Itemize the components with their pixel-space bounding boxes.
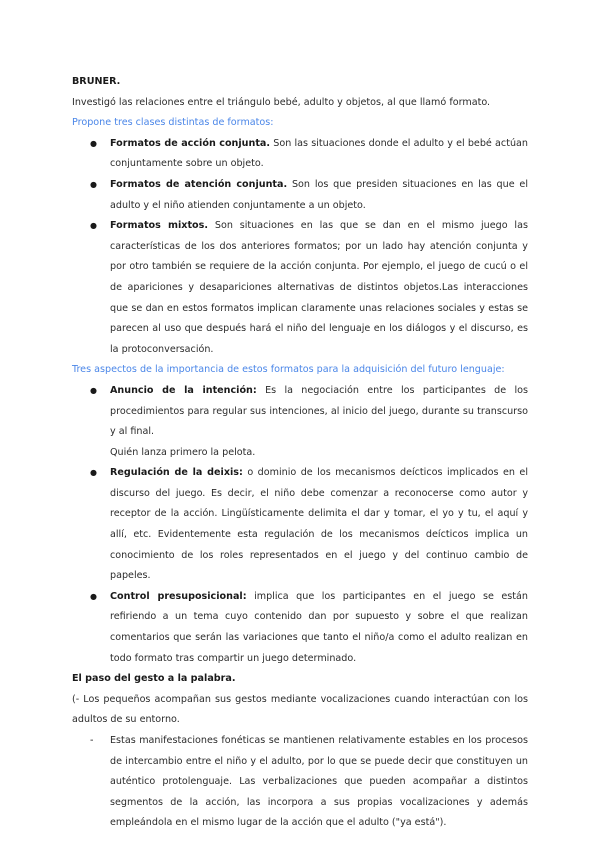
list-item-extra: Quién lanza primero la pelota. — [110, 446, 256, 458]
list-item — [110, 463, 528, 587]
list-item — [110, 731, 528, 834]
list-item-text: Estas manifestaciones fonéticas se mantienen relativamente estables en los procesos de intercambio entre el niño y el adulto, por lo que se puede decir que constituyen un auténtico protolenguaje. Las verbalizaciones que pueden acompañar a distintos segmentos de la acción, las incorpora a sus propias vocalizaciones y además empleándola en el mismo lugar de la acción que el adulto ("ya está"). — [110, 735, 528, 829]
list-item-term: Formatos de acción conjunta. — [110, 137, 271, 149]
list-item — [110, 587, 528, 669]
section-heading-importance: Tres aspectos de la importancia de estos formatos para la adquisición del futuro lenguaje: — [72, 364, 505, 376]
list-item-term: Control presuposicional: — [110, 590, 247, 602]
list-item-term: Anuncio de la intención: — [110, 384, 257, 396]
list-item-term: Formatos de atención conjunta. — [110, 178, 288, 190]
section-heading-gesture-to-word: El paso del gesto a la palabra. — [72, 673, 236, 685]
list-item-text: o dominio de los mecanismos deícticos implicados en el discurso del juego. Es decir, el niño debe comenzar a reconocerse como autor y receptor de la acción. Lingüísticamente delimita el dar y tomar, el yo y tu, el aquí y allí, etc. Evidentemente esta regulación de los mecanismos deícticos implica un conocimiento de los roles representados en el juego y del continuo cambio de papeles. — [110, 467, 528, 582]
list-item — [110, 175, 528, 216]
format-types-list — [72, 134, 528, 361]
intro-paragraph: Investigó las relaciones entre el triángulo bebé, adulto y objetos, al que llamó formato. — [72, 96, 491, 108]
list-item — [110, 381, 528, 463]
importance-list — [72, 381, 528, 669]
document-body — [72, 72, 528, 834]
list-item-text: Es la negociación entre los participantes de los procedimientos para regular sus intenciones, al inicio del juego, durante su transcurso y al final. — [110, 384, 528, 438]
section-heading-format-types: Propone tres clases distintas de formatos: — [72, 117, 274, 129]
list-item-text: Son los que presiden situaciones en las que el adulto y el niño atienden conjuntamente a un objeto. — [110, 178, 528, 211]
list-item-text: implica que los participantes en el juego se están refiriendo a un tema cuyo contenido dan por supuesto y sobre el que realizan comentarios que serán las variaciones que tanto el niño/a como el adulto realizan en todo formato tras compartir un juego determinado. — [110, 590, 528, 664]
list-item — [110, 134, 528, 175]
gesture-list — [72, 731, 528, 834]
list-item-term: Formatos mixtos. — [110, 220, 208, 232]
list-item-text: Son las situaciones donde el adulto y el bebé actúan conjuntamente sobre un objeto. — [110, 137, 528, 170]
list-item-text: Son situaciones en las que se dan en el mismo juego las características de los dos anteriores formatos; por un lado hay atención conjunta y por otro también se requiere de la acción conjunta. Por ejemplo, el juego de cucú o el de apariciones y desapariciones alternativas de distintos objetos.Las interacciones que se dan en estos formatos implican claramente unas relaciones sociales y estas se parecen al uso que después hará el niño del lenguaje en los diálogos y el discurso, es la protoconversación. — [110, 220, 528, 355]
gesture-paragraph: (- Los pequeños acompañan sus gestos mediante vocalizaciones cuando interactúan con los adultos de su entorno. — [72, 693, 528, 726]
list-item — [110, 216, 528, 360]
document-title: BRUNER. — [72, 76, 121, 87]
list-item-term: Regulación de la deixis: — [110, 467, 243, 479]
